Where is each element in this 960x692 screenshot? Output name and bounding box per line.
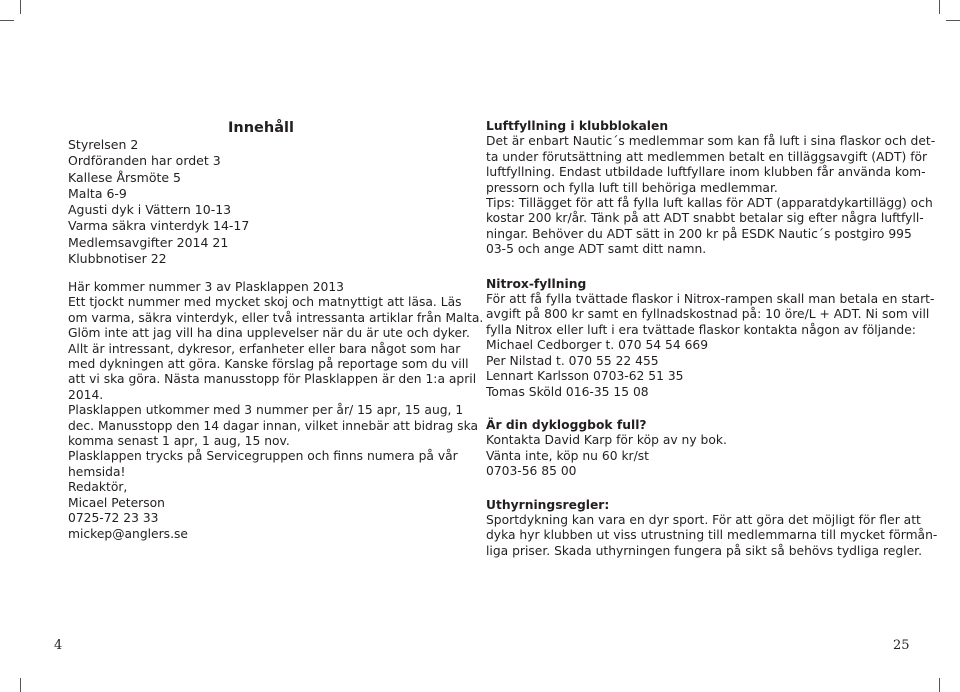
intro-line: Plasklappen trycks på Servicegruppen och finns numera på vår	[68, 449, 458, 464]
toc-item: Klubbnotiser 22	[68, 251, 167, 267]
page-number-right: 25	[893, 638, 910, 653]
body-line: Kontakta David Karp för köp av ny bok.	[486, 433, 727, 448]
crop-mark	[20, 0, 21, 14]
toc-item: Agusti dyk i Vättern 10-13	[68, 202, 232, 218]
section-heading-dykloggbok: Är din dykloggbok full?	[486, 417, 647, 432]
intro-line: Här kommer nummer 3 av Plasklappen 2013	[68, 280, 344, 294]
body-line: Per Nilstad t. 070 55 22 455	[486, 353, 659, 368]
body-line: Det är enbart Nautic´s medlemmar som kan få luft i sina flaskor och det-	[486, 134, 936, 149]
right-page-column	[486, 119, 938, 559]
toc-item: Medlemsavgifter 2014 21	[68, 234, 229, 250]
intro-line: att vi ska göra. Nästa manusstopp för Plasklappen är den 1:a april	[68, 372, 477, 387]
intro-line: mickep@anglers.se	[68, 526, 188, 541]
body-line: Tomas Sköld 016-35 15 08	[486, 384, 649, 399]
body-line: Michael Cedborger t. 070 54 54 669	[486, 338, 709, 353]
toc-item: Malta 6-9	[68, 185, 127, 201]
toc-item: Ordföranden har ordet 3	[68, 153, 221, 169]
section-heading-uthyrningsregler: Uthyrningsregler:	[486, 497, 610, 512]
intro-line: Allt är intressant, dykresor, erfanheter eller bara något som har	[68, 341, 461, 356]
body-line: kostar 200 kr/år. Tänk på att ADT snabbt betalar sig efter några luftfyll-	[486, 211, 924, 226]
body-line: Lennart Karlsson 0703-62 51 35	[486, 369, 684, 384]
body-line: pressorn och fylla luft till behöriga medlemmar.	[486, 180, 778, 195]
intro-line: komma senast 1 apr, 1 aug, 15 nov.	[68, 434, 290, 449]
toc-item: Kallese Årsmöte 5	[68, 169, 181, 185]
body-line: Sportdykning kan vara en dyr sport. För att göra det möjligt för fler att	[486, 512, 921, 527]
body-line: För att få fylla tvättade flaskor i Nitrox-rampen skall man betala en start-	[486, 292, 935, 307]
intro-line: hemsida!	[68, 464, 126, 479]
table-of-contents	[68, 137, 249, 267]
intro-line: Ett tjockt nummer med mycket skoj och matnyttigt att läsa. Läs	[68, 295, 462, 310]
body-line: dyka hyr klubben ut viss utrustning till medlemmarna till mycket förmån-	[486, 528, 938, 543]
section-spacer	[486, 400, 906, 418]
body-line: 0703-56 85 00	[486, 464, 577, 479]
intro-line: om varma, säkra vinterdyk, eller två intressanta artiklar från Malta.	[68, 310, 484, 325]
editor-intro	[68, 280, 484, 542]
body-line: liga priser. Skada uthyrningen fungera på sikt så behövs tydliga regler.	[486, 543, 922, 558]
contents-heading: Innehåll	[228, 120, 294, 136]
section-heading-nitrox: Nitrox-fyllning	[486, 276, 587, 291]
section-spacer	[486, 480, 906, 498]
intro-line: med dykningen att göra. Kanske förslag på reportage som du vill	[68, 357, 469, 372]
intro-line: Redaktör,	[68, 480, 128, 495]
intro-line: Plasklappen utkommer med 3 nummer per år/ 15 apr, 15 aug, 1	[68, 403, 464, 418]
body-line: avgift på 800 kr samt en fyllnadskostnad på: 10 öre/L + ADT. Ni som vill	[486, 307, 930, 322]
body-line: 03-5 och ange ADT samt ditt namn.	[486, 242, 707, 257]
crop-mark	[20, 678, 21, 692]
body-line: Vänta inte, köp nu 60 kr/st	[486, 448, 649, 463]
intro-line: 0725-72 23 33	[68, 511, 159, 526]
section-spacer	[486, 258, 906, 277]
intro-line: Micael Peterson	[68, 495, 165, 510]
crop-mark	[0, 20, 14, 21]
intro-line: Glöm inte att jag vill ha dina upplevelser när du är ute och dyker.	[68, 326, 470, 341]
crop-mark	[939, 678, 940, 692]
intro-line: dec. Manusstopp den 14 dagar innan, vilket innebär att bidrag ska	[68, 418, 479, 433]
crop-mark	[946, 20, 960, 21]
section-heading-luftfyllning: Luftfyllning i klubblokalen	[486, 119, 669, 133]
crop-mark	[939, 0, 940, 14]
body-line: fylla Nitrox eller luft i era tvättade flaskor kontakta någon av följande:	[486, 322, 916, 337]
toc-item: Styrelsen 2	[68, 137, 139, 152]
body-line: ta under förutsättning att medlemmen betalt en tilläggsavgift (ADT) för	[486, 149, 928, 164]
toc-item: Varma säkra vinterdyk 14-17	[68, 218, 250, 234]
body-line: ningar. Behöver du ADT sätt in 200 kr på ESDK Nautic´s postgiro 995	[486, 226, 912, 241]
body-line: Tips: Tillägget för att få fylla luft kallas för ADT (apparatdykartillägg) och	[486, 196, 933, 211]
body-line: luftfyllning. Endast utbildade luftfyllare inom klubben får använda kom-	[486, 165, 926, 180]
page-number-left: 4	[54, 638, 63, 653]
intro-line: 2014.	[68, 387, 104, 402]
